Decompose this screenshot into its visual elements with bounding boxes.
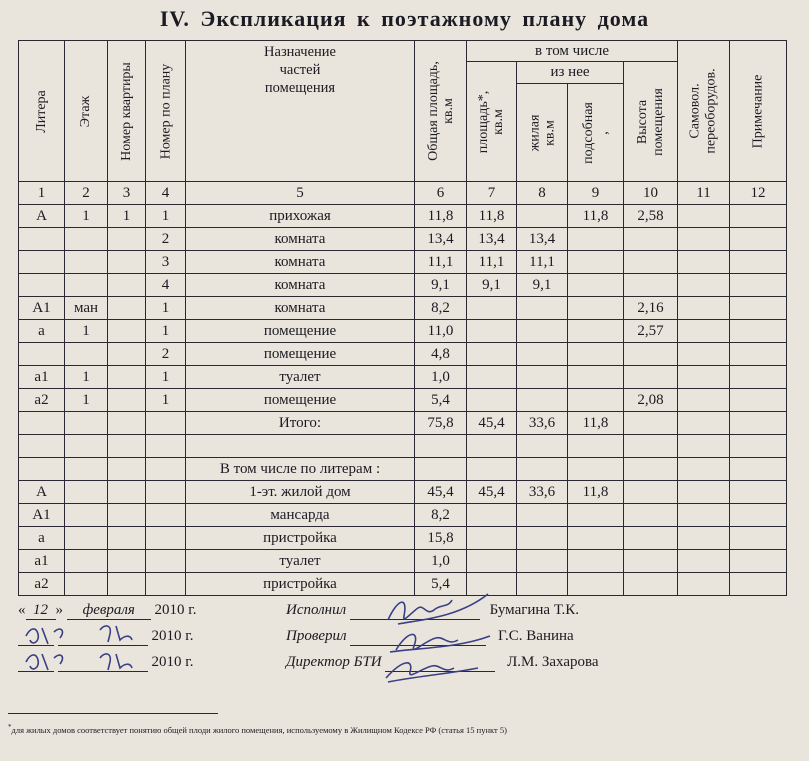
table-cell — [624, 504, 678, 527]
handwritten-initials — [20, 618, 170, 688]
table-cell — [146, 573, 186, 596]
table-row — [19, 205, 787, 228]
table-cell — [730, 481, 787, 504]
column-number-cell: 12 — [730, 182, 787, 205]
table-cell: а2 — [19, 573, 65, 596]
table-row — [19, 228, 787, 251]
table-cell — [146, 412, 186, 435]
table-cell — [730, 550, 787, 573]
table-cell — [467, 458, 517, 481]
table-cell: 33,6 — [517, 481, 568, 504]
header-podsobnaya: подсобная , — [568, 84, 624, 182]
table-cell — [568, 527, 624, 550]
date-year-2: 2010 г. — [151, 628, 194, 644]
table-cell — [108, 343, 146, 366]
table-cell: 1 — [65, 366, 108, 389]
table-cell: 1 — [146, 366, 186, 389]
date-year-3: 2010 г. — [151, 654, 194, 670]
column-number-row — [19, 182, 787, 205]
table-cell — [678, 458, 730, 481]
table-body — [19, 205, 787, 596]
table-cell — [678, 389, 730, 412]
table-cell — [146, 504, 186, 527]
column-number-cell: 8 — [517, 182, 568, 205]
table-cell — [65, 412, 108, 435]
table-cell — [108, 366, 146, 389]
table-cell — [568, 573, 624, 596]
table-cell — [730, 228, 787, 251]
table-cell — [108, 297, 146, 320]
table-cell — [467, 366, 517, 389]
table-cell — [568, 251, 624, 274]
table-cell — [624, 550, 678, 573]
table-cell — [146, 458, 186, 481]
date-year-1: 2010 г. — [154, 602, 197, 618]
table-cell: 1 — [108, 205, 146, 228]
table-row — [19, 481, 787, 504]
table-cell — [624, 412, 678, 435]
table-cell: 9,1 — [415, 274, 467, 297]
table-cell: комната — [186, 297, 415, 320]
table-cell — [19, 343, 65, 366]
table-cell: 4,8 — [415, 343, 467, 366]
table-cell: а1 — [19, 366, 65, 389]
footnote-rule — [8, 713, 218, 714]
table-cell — [568, 458, 624, 481]
table-cell: комната — [186, 274, 415, 297]
table-cell — [624, 573, 678, 596]
table-cell — [730, 205, 787, 228]
table-cell — [568, 366, 624, 389]
table-cell — [108, 458, 146, 481]
sign-row-direktor: Директор БТИ Л.М. Захарова — [286, 654, 599, 670]
table-cell — [730, 458, 787, 481]
table-cell: А1 — [19, 297, 65, 320]
table-cell: 8,2 — [415, 297, 467, 320]
table-cell — [624, 458, 678, 481]
table-cell — [467, 435, 517, 458]
column-number-cell: 10 — [624, 182, 678, 205]
table-cell: Итого: — [186, 412, 415, 435]
table-cell — [517, 366, 568, 389]
table-cell — [678, 504, 730, 527]
table-cell — [730, 366, 787, 389]
table-cell — [730, 251, 787, 274]
column-number-cell: 2 — [65, 182, 108, 205]
table-row — [19, 504, 787, 527]
table-cell: 1,0 — [415, 366, 467, 389]
table-cell — [517, 550, 568, 573]
table-cell — [517, 389, 568, 412]
table-cell — [65, 481, 108, 504]
signature-block — [0, 596, 809, 706]
table-cell: комната — [186, 251, 415, 274]
table-cell — [678, 435, 730, 458]
table-cell: 1 — [65, 320, 108, 343]
table-cell — [568, 343, 624, 366]
table-cell — [678, 320, 730, 343]
table-cell — [65, 573, 108, 596]
table-cell — [730, 389, 787, 412]
table-cell: 1 — [146, 320, 186, 343]
table-cell — [624, 343, 678, 366]
table-cell: 11,8 — [568, 205, 624, 228]
table-cell — [108, 320, 146, 343]
date-line-1: « 12 » февраля 2010 г. — [18, 602, 197, 618]
table-cell — [730, 274, 787, 297]
header-nomer-kvartiry: Номер квартиры — [108, 41, 146, 182]
table-cell — [517, 205, 568, 228]
table-cell: 5,4 — [415, 573, 467, 596]
table-cell: туалет — [186, 550, 415, 573]
header-total-area: Общая площадь, кв.м — [415, 41, 467, 182]
header-row-top — [19, 41, 787, 62]
table-cell — [678, 366, 730, 389]
table-cell — [730, 573, 787, 596]
column-number-cell: 1 — [19, 182, 65, 205]
table-row — [19, 366, 787, 389]
table-cell: 11,1 — [517, 251, 568, 274]
table-cell: 1 — [65, 205, 108, 228]
table-cell — [517, 320, 568, 343]
header-etazh: Этаж — [65, 41, 108, 182]
table-cell — [730, 320, 787, 343]
column-number-cell: 6 — [415, 182, 467, 205]
table-cell: А — [19, 481, 65, 504]
table-cell — [467, 297, 517, 320]
table-cell: А1 — [19, 504, 65, 527]
table-cell — [624, 274, 678, 297]
column-number-cell: 4 — [146, 182, 186, 205]
header-primechanie: Примечание — [730, 41, 787, 182]
table-cell — [146, 435, 186, 458]
table-cell: 11,1 — [415, 251, 467, 274]
handwritten-signatures — [378, 590, 508, 690]
table-cell — [678, 274, 730, 297]
table-cell: 11,0 — [415, 320, 467, 343]
header-vysota: Высота помещения — [624, 62, 678, 182]
table-cell — [568, 389, 624, 412]
table-cell — [624, 251, 678, 274]
header-naznachenie: Назначение частей помещения — [186, 41, 415, 182]
page-title: IV. Экспликация к поэтажному плану дома — [159, 6, 650, 31]
table-cell: 1,0 — [415, 550, 467, 573]
table-row — [19, 412, 787, 435]
table-cell: ман — [65, 297, 108, 320]
table-cell — [108, 435, 146, 458]
table-cell — [65, 435, 108, 458]
table-cell — [678, 205, 730, 228]
column-number-cell: 9 — [568, 182, 624, 205]
table-cell: 75,8 — [415, 412, 467, 435]
table-cell — [730, 343, 787, 366]
header-zhilaya: жилая кв.м — [517, 84, 568, 182]
table-cell — [624, 228, 678, 251]
table-cell: 1 — [65, 389, 108, 412]
table-cell — [624, 366, 678, 389]
table-cell — [568, 504, 624, 527]
table-cell — [415, 458, 467, 481]
table-cell — [568, 297, 624, 320]
table-cell — [108, 389, 146, 412]
table-cell: 33,6 — [517, 412, 568, 435]
table-cell: 1 — [146, 205, 186, 228]
table-cell: В том числе по литерам : — [186, 458, 415, 481]
header-v-tom-chisle: в том числе — [467, 41, 678, 62]
table-cell — [517, 527, 568, 550]
explication-table — [18, 40, 787, 596]
table-cell — [678, 297, 730, 320]
date-month: февраля — [67, 602, 151, 620]
header-ploshad: площадь*, кв.м — [467, 62, 517, 182]
table-cell — [467, 527, 517, 550]
table-cell — [730, 435, 787, 458]
table-cell — [730, 504, 787, 527]
table-cell — [517, 458, 568, 481]
sign-row-ispolnil: Исполнил Бумагина Т.К. — [286, 602, 580, 618]
table-cell — [678, 550, 730, 573]
table-cell — [108, 481, 146, 504]
table-cell — [65, 251, 108, 274]
table-cell — [568, 435, 624, 458]
sign-row-proveril: Проверил Г.С. Ванина — [286, 628, 574, 644]
table-cell: А — [19, 205, 65, 228]
table-cell — [568, 320, 624, 343]
table-cell — [108, 527, 146, 550]
column-number-cell: 3 — [108, 182, 146, 205]
table-cell: 1 — [146, 297, 186, 320]
table-cell — [517, 573, 568, 596]
table-cell — [678, 228, 730, 251]
table-cell: 11,8 — [415, 205, 467, 228]
table-cell: помещение — [186, 320, 415, 343]
table-cell: 13,4 — [415, 228, 467, 251]
table-cell: 2 — [146, 228, 186, 251]
table-cell: мансарда — [186, 504, 415, 527]
table-cell — [624, 435, 678, 458]
table-cell — [730, 527, 787, 550]
table-cell: 9,1 — [467, 274, 517, 297]
signer-name-3: Л.М. Захарова — [507, 654, 599, 670]
table-cell — [467, 504, 517, 527]
table-cell: 1-эт. жилой дом — [186, 481, 415, 504]
table-cell: 45,4 — [467, 481, 517, 504]
table-cell — [467, 389, 517, 412]
table-cell: 2,57 — [624, 320, 678, 343]
table-cell: 45,4 — [415, 481, 467, 504]
table-row — [19, 435, 787, 458]
table-cell — [678, 251, 730, 274]
table-cell — [65, 504, 108, 527]
table-cell: 5,4 — [415, 389, 467, 412]
table-cell: пристройка — [186, 527, 415, 550]
table-cell: 11,1 — [467, 251, 517, 274]
table-cell — [146, 527, 186, 550]
header-samovol: Самовол. переоборудов. — [678, 41, 730, 182]
table-row — [19, 527, 787, 550]
table-cell — [678, 412, 730, 435]
table-cell — [517, 435, 568, 458]
table-cell — [108, 550, 146, 573]
table-cell — [65, 343, 108, 366]
date-day: 12 — [26, 602, 56, 620]
table-cell — [108, 228, 146, 251]
table-cell — [678, 343, 730, 366]
table-cell: а2 — [19, 389, 65, 412]
table-cell — [146, 481, 186, 504]
table-row — [19, 458, 787, 481]
table-cell — [467, 320, 517, 343]
table-cell — [467, 550, 517, 573]
table-cell — [65, 458, 108, 481]
table-cell: 2,16 — [624, 297, 678, 320]
table-cell — [108, 573, 146, 596]
table-cell: 9,1 — [517, 274, 568, 297]
table-cell — [624, 481, 678, 504]
table-cell: 11,8 — [467, 205, 517, 228]
table-cell: 3 — [146, 251, 186, 274]
header-litera: Литера — [19, 41, 65, 182]
header-iz-nee: из нее — [517, 62, 624, 84]
table-cell — [19, 435, 65, 458]
table-cell — [678, 481, 730, 504]
column-number-cell: 7 — [467, 182, 517, 205]
table-cell — [108, 412, 146, 435]
signer-name-1: Бумагина Т.К. — [489, 602, 580, 618]
table-cell — [65, 550, 108, 573]
table-cell: а — [19, 320, 65, 343]
table-cell — [568, 550, 624, 573]
table-cell: 11,8 — [568, 481, 624, 504]
table-cell: прихожая — [186, 205, 415, 228]
table-cell — [678, 527, 730, 550]
table-cell: помещение — [186, 343, 415, 366]
table-row — [19, 550, 787, 573]
table-cell: 8,2 — [415, 504, 467, 527]
table-cell — [624, 527, 678, 550]
table-cell: помещение — [186, 389, 415, 412]
table-cell — [108, 251, 146, 274]
table-cell — [517, 297, 568, 320]
table-cell: 13,4 — [517, 228, 568, 251]
table-cell: 11,8 — [568, 412, 624, 435]
table-cell: 13,4 — [467, 228, 517, 251]
table-cell — [568, 228, 624, 251]
table-cell — [19, 228, 65, 251]
table-cell — [467, 343, 517, 366]
table-cell: 15,8 — [415, 527, 467, 550]
table-row — [19, 389, 787, 412]
table-cell: 1 — [146, 389, 186, 412]
table-cell — [146, 550, 186, 573]
table-cell — [65, 527, 108, 550]
table-cell — [730, 297, 787, 320]
table-cell — [517, 343, 568, 366]
table-cell — [65, 228, 108, 251]
table-cell: 4 — [146, 274, 186, 297]
table-cell — [19, 458, 65, 481]
table-cell — [65, 274, 108, 297]
table-cell: комната — [186, 228, 415, 251]
signer-name-2: Г.С. Ванина — [498, 628, 574, 644]
table-cell — [108, 504, 146, 527]
footnote: *для жилых домов соответствует понятию общей плоди жилого помещения, используемому в Жилищном Кодексе РФ (статья 15 пункт 5) — [8, 723, 507, 735]
table-cell: 45,4 — [467, 412, 517, 435]
table-cell — [186, 435, 415, 458]
table-cell: туалет — [186, 366, 415, 389]
table-row — [19, 274, 787, 297]
table-cell: а1 — [19, 550, 65, 573]
table-cell — [415, 435, 467, 458]
table-cell — [678, 573, 730, 596]
column-number-cell: 5 — [186, 182, 415, 205]
table-cell: 2,08 — [624, 389, 678, 412]
table-row — [19, 343, 787, 366]
table-cell: а — [19, 527, 65, 550]
table-cell: 2 — [146, 343, 186, 366]
table-cell — [19, 412, 65, 435]
table-cell: 2,58 — [624, 205, 678, 228]
table-cell: пристройка — [186, 573, 415, 596]
table-cell — [19, 251, 65, 274]
table-row — [19, 320, 787, 343]
table-row — [19, 251, 787, 274]
table-cell — [568, 274, 624, 297]
table-cell — [517, 504, 568, 527]
header-nomer-po-planu: Номер по плану — [146, 41, 186, 182]
table-cell — [730, 412, 787, 435]
table-cell — [19, 274, 65, 297]
column-number-cell: 11 — [678, 182, 730, 205]
table-cell — [108, 274, 146, 297]
table-row — [19, 297, 787, 320]
